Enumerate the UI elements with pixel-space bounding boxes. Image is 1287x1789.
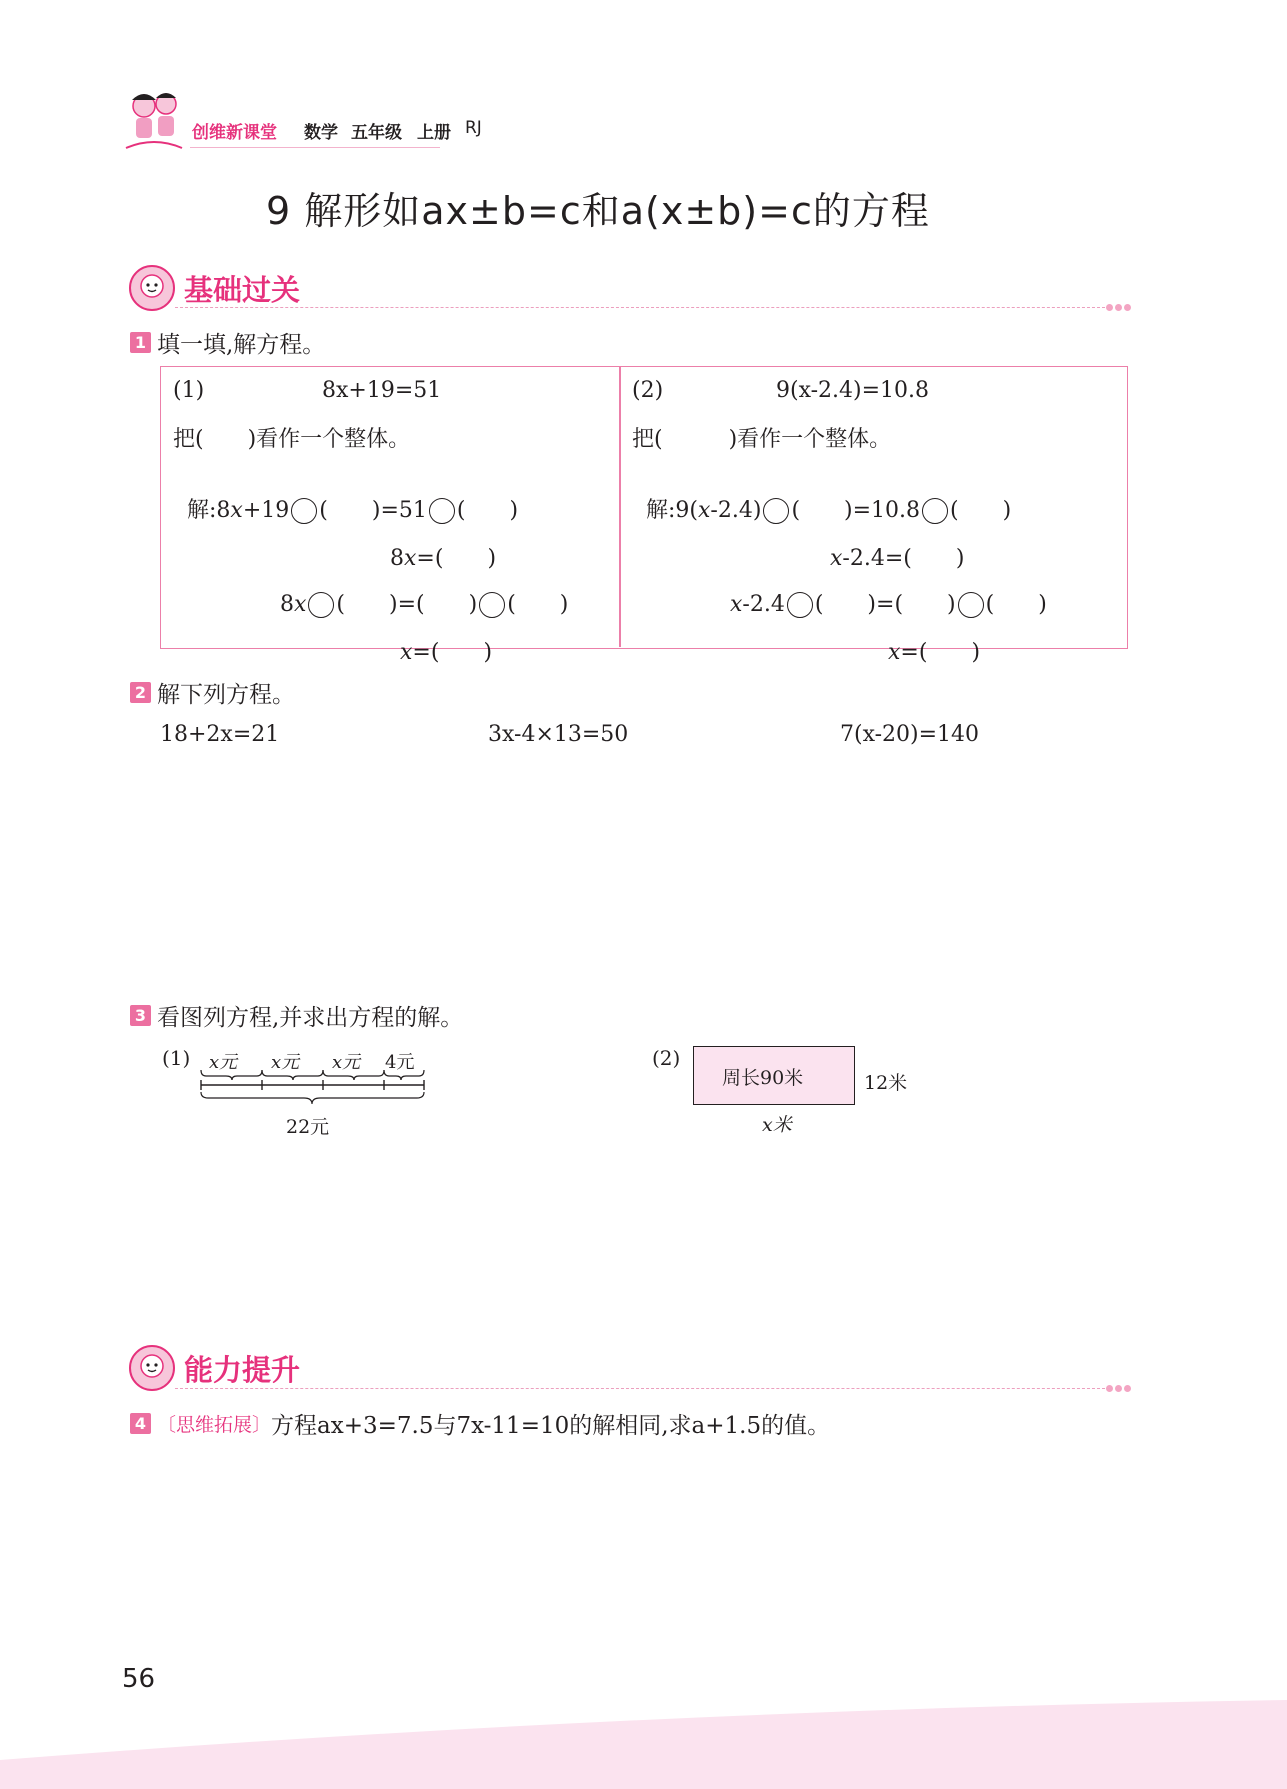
q2-prompt: 2 解下列方程。 [130,676,295,709]
cartoon-badge-icon [128,1344,176,1392]
section-basic-title: 基础过关 [184,272,301,307]
q4-tag: 〔思维拓展〕 [157,1414,272,1436]
q3-fig2-label: (2) [652,1046,681,1070]
section-basic-dots-icon [1104,296,1131,315]
header-volume: 上册 [417,123,451,143]
q3-fig1-seg4-label: 4元 [385,1052,415,1073]
header-subject: 数学 [304,123,338,143]
q2-equation-2: 3x-4×13=50 [488,722,629,747]
q1-prompt: 1 填一填,解方程。 [130,326,325,359]
q3-fig1-total: 22元 [286,1116,330,1138]
q2-equation-3: 7(x-20)=140 [840,722,980,747]
header-grade: 五年级 [351,123,402,143]
blank-circle[interactable] [308,592,334,618]
section-advanced-title: 能力提升 [184,1352,301,1387]
cartoon-badge-icon [128,264,176,312]
q1-box-divider [619,367,621,647]
blank-circle[interactable] [787,592,813,618]
blank-circle[interactable] [763,498,789,524]
q1-right-whole: 把( )看作一个整体。 [632,427,892,452]
q1-left-equation: 8x+19=51 [322,378,442,403]
header-series: 创维新课堂 [192,123,277,143]
q1-left-step2: 8x=( ) [390,546,497,571]
q3-fig1-label: (1) [162,1046,191,1070]
q1-right-step1: 解:9(x-2.4) ( )=10.8 ( ) [646,498,1012,523]
q1-left-step1: 解:8x+19 ( )=51 ( ) [187,498,519,523]
header-logo [124,88,184,154]
kids-logo-icon [124,88,184,154]
q3-fig1-seg2-label: x元 [271,1052,300,1073]
q1-left-whole: 把( )看作一个整体。 [173,427,411,452]
q4-text: 方程ax+3=7.5与7x-11=10的解相同,求a+1.5的值。 [271,1413,831,1439]
section-advanced-dots-icon [1104,1377,1131,1396]
page-title: 9 解形如ax±b=c和a(x±b)=c的方程 [266,189,930,233]
footer-band [0,1700,1287,1789]
section-basic [128,264,300,312]
section-advanced [128,1344,300,1392]
header-edition: RJ [465,118,482,138]
section-basic-divider [175,307,1105,308]
q2-equation-1: 18+2x=21 [160,722,280,747]
q3-prompt: 3 看图列方程,并求出方程的解。 [130,999,463,1032]
page-number: 56 [122,1664,156,1694]
q3-fig2-height: 12米 [864,1072,908,1094]
q1-right-step3: x-2.4 ( )=( ) ( ) [730,592,1047,617]
q3-fig2-rectangle [693,1046,855,1105]
q1-right-step4: x=( ) [888,640,981,665]
q4-prompt: 4 〔思维拓展〕方程ax+3=7.5与7x-11=10的解相同,求a+1.5的值。 [130,1407,830,1440]
q3-fig2-width: x米 [762,1114,792,1136]
q3-fig2-perimeter: 周长90米 [722,1067,804,1089]
header-rule [190,147,440,148]
q1-right-step2: x-2.4=( ) [830,546,965,571]
q1-left-step4: x=( ) [400,640,493,665]
q1-left-label: (1) [173,378,205,403]
q1-right-equation: 9(x-2.4)=10.8 [776,378,930,403]
segment-diagram [196,1066,430,1106]
q3-fig1-seg1-label: x元 [209,1052,238,1073]
q3-fig1-seg3-label: x元 [332,1052,361,1073]
q1-right-label: (2) [632,378,664,403]
section-advanced-divider [175,1388,1105,1389]
q1-left-step3: 8x ( )=( ) ( ) [280,592,569,617]
blank-circle[interactable] [291,498,317,524]
